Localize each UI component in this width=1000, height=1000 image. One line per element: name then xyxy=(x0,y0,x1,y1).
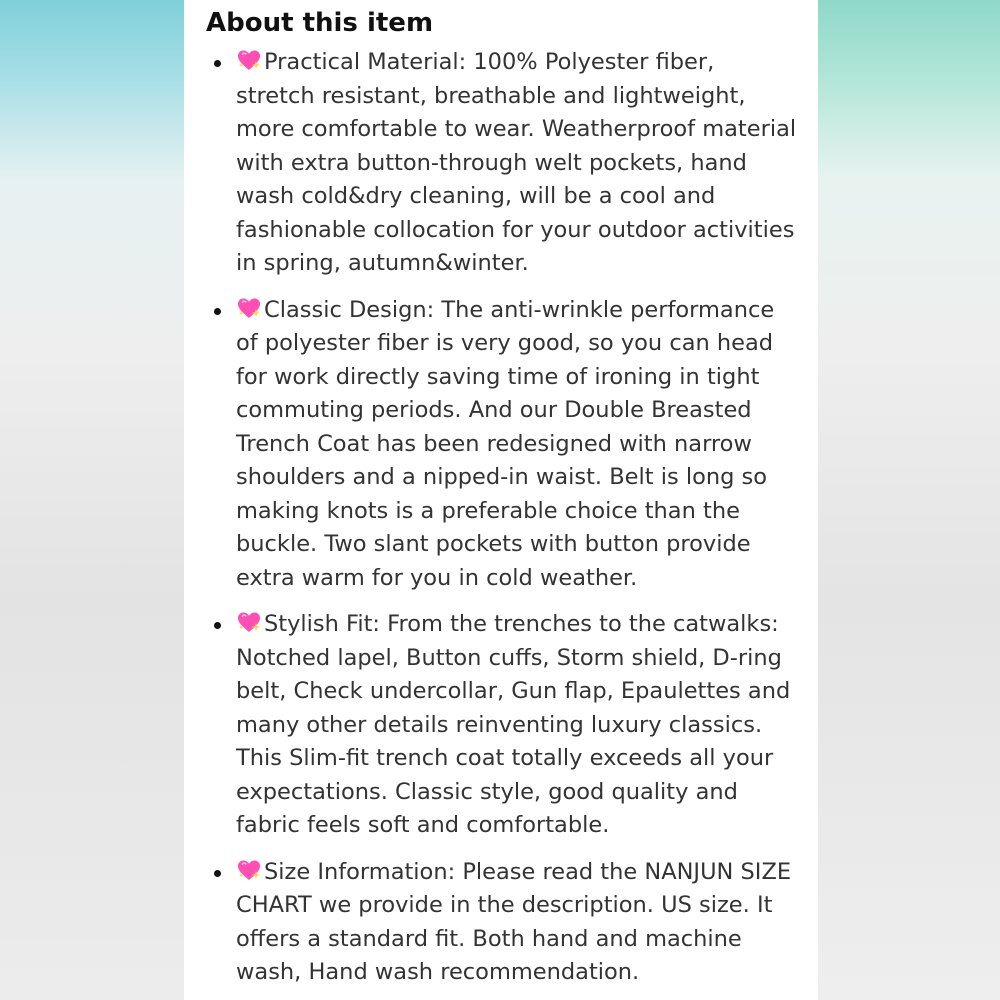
bullet-dot xyxy=(214,308,221,315)
sparkling-heart-icon xyxy=(236,858,262,882)
list-item xyxy=(206,294,798,596)
list-item xyxy=(206,46,798,281)
section-heading: About this item xyxy=(206,8,434,38)
about-item-panel xyxy=(184,0,818,1000)
bullet-dot xyxy=(214,870,221,877)
list-item xyxy=(206,608,798,843)
sparkling-heart-icon xyxy=(236,296,262,320)
sparkling-heart-icon xyxy=(236,610,262,634)
background-left-blur xyxy=(0,0,190,1000)
background-right-blur xyxy=(810,0,1000,1000)
item-text: Stylish Fit: From the trenches to the catwalks: Notched lapel, Button cuffs, Storm shield, D-ring belt, Check undercollar, Gun flap, Epaulettes and many other details reinventing luxury classics. This Slim-fit trench coat totally exceeds all your expectations. Classic style, good quality and fabric feels soft and comfortable. xyxy=(236,611,791,838)
bullet-dot xyxy=(214,622,221,629)
item-text: Classic Design: The anti-wrinkle performance of polyester fiber is very good, so you can head for work directly saving time of ironing in tight commuting periods. And our Double Breasted Trench Coat has been redesigned with narrow shoulders and a nipped-in waist. Belt is long so making knots is a preferable choice than the buckle. Two slant pockets with button provide extra warm for you in cold weather. xyxy=(236,296,775,591)
feature-list xyxy=(206,46,798,990)
bullet-dot xyxy=(214,60,221,67)
sparkling-heart-icon xyxy=(236,48,262,72)
item-text: Size Information: Please read the NANJUN SIZE CHART we provide in the description. US size. It offers a standard fit. Both hand and machine wash, Hand wash recommendation. xyxy=(236,858,792,985)
list-item xyxy=(206,856,798,990)
item-text: Practical Material: 100% Polyester fiber, stretch resistant, breathable and lightweight, more comfortable to wear. Weatherproof material with extra button-through welt pockets, hand wash cold&dry cleaning, will be a cool and fashionable collocation for your outdoor activities in spring, autumn&winter. xyxy=(236,49,797,276)
